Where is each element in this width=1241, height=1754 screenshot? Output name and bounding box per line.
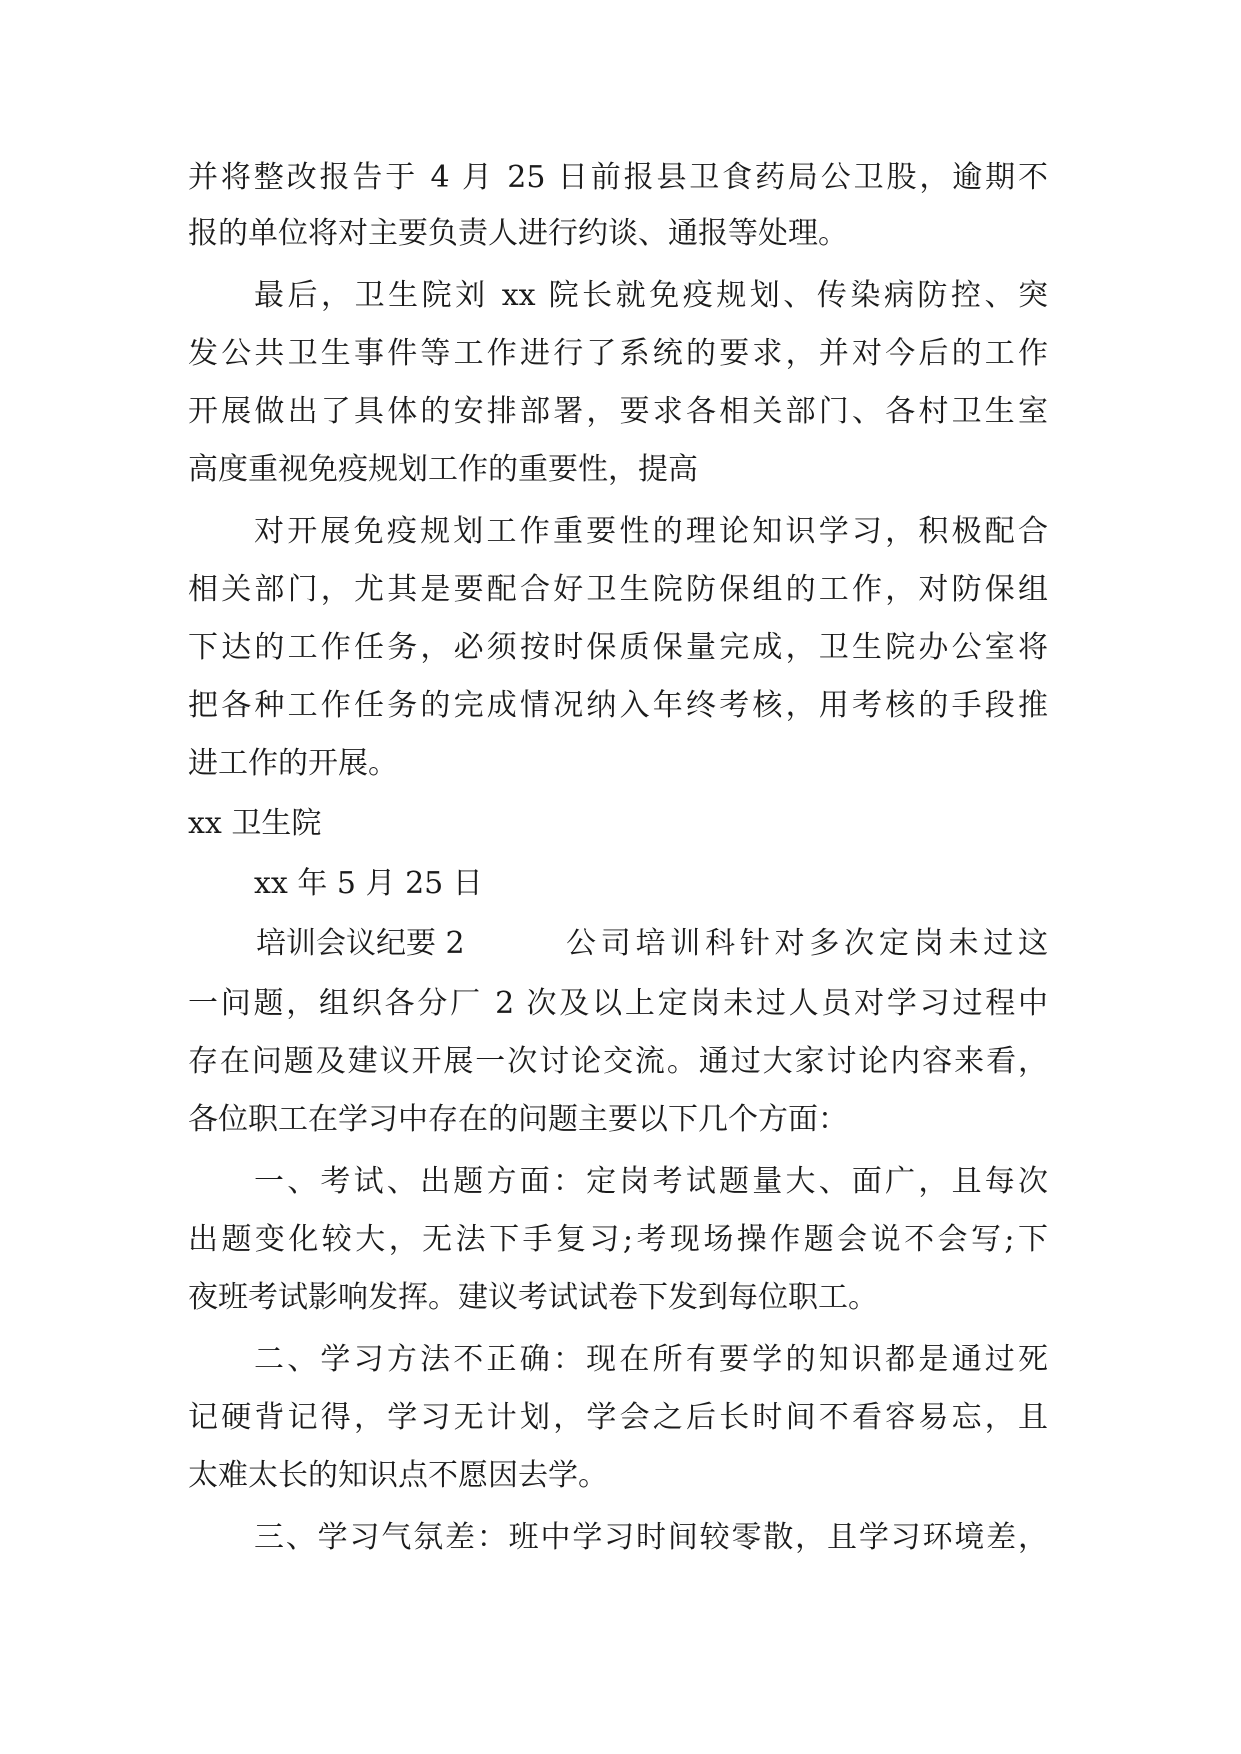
body-line: 报的单位将对主要负责人进行约谈、通报等处理。: [188, 216, 848, 251]
body-line: 相关部门，尤其是要配合好卫生院防保组的工作，对防保组: [188, 572, 1048, 607]
body-line: 记硬背记得，学习无计划，学会之后长时间不看容易忘，且: [188, 1400, 1048, 1435]
signature-organization: xx 卫生院: [188, 806, 322, 841]
body-line: 夜班考试影响发挥。建议考试试卷下发到每位职工。: [188, 1280, 878, 1315]
body-line: 下达的工作任务，必须按时保质保量完成，卫生院办公室将: [188, 630, 1048, 665]
signature-date: xx 年 5 月 25 日: [254, 866, 483, 901]
body-line: 存在问题及建议开展一次讨论交流。通过大家讨论内容来看，: [188, 1044, 1048, 1079]
body-line: 出题变化较大，无法下手复习;考现场操作题会说不会写;下: [188, 1222, 1048, 1257]
paragraph-first-line: 一、考试、出题方面：定岗考试题量大、面广，且每次: [254, 1164, 1048, 1199]
body-line: 太难太长的知识点不愿因去学。: [188, 1458, 608, 1493]
body-line: 一问题，组织各分厂 2 次及以上定岗未过人员对学习过程中: [188, 986, 1048, 1021]
paragraph-first-line: 三、学习气氛差：班中学习时间较零散，且学习环境差，: [254, 1520, 1048, 1555]
body-line: 把各种工作任务的完成情况纳入年终考核，用考核的手段推: [188, 688, 1048, 723]
body-line: 高度重视免疫规划工作的重要性，提高: [188, 452, 698, 487]
body-line: 各位职工在学习中存在的问题主要以下几个方面：: [188, 1102, 848, 1137]
body-line: 开展做出了具体的安排部署，要求各相关部门、各村卫生室: [188, 394, 1048, 429]
paragraph-first-line: 对开展免疫规划工作重要性的理论知识学习，积极配合: [254, 514, 1048, 549]
paragraph-first-line: 二、学习方法不正确：现在所有要学的知识都是通过死: [254, 1342, 1048, 1377]
body-line: 进工作的开展。: [188, 746, 398, 781]
paragraph-first-line: 最后，卫生院刘 xx 院长就免疫规划、传染病防控、突: [254, 278, 1048, 313]
paragraph-first-line: 公司培训科针对多次定岗未过这: [566, 926, 1048, 961]
body-line: 并将整改报告于 4 月 25 日前报县卫食药局公卫股，逾期不: [188, 160, 1048, 195]
body-line: 发公共卫生事件等工作进行了系统的要求，并对今后的工作: [188, 336, 1048, 371]
section-title: 培训会议纪要 2: [256, 926, 465, 961]
